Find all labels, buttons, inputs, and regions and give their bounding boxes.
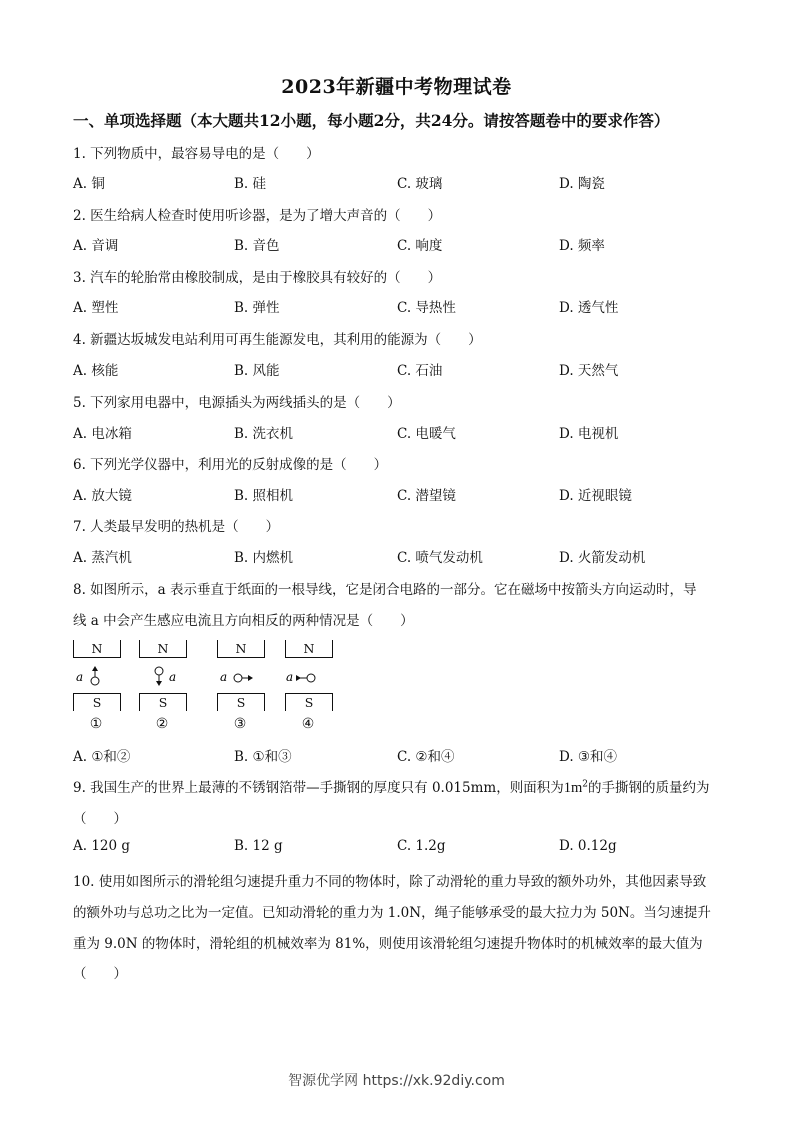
option-d: D. 透气性 — [559, 300, 619, 316]
option-c: C. 石油 — [397, 363, 443, 379]
option-c: C. 导热性 — [397, 300, 456, 316]
option-c: C. 玻璃 — [397, 176, 443, 192]
option-a: A. 120 g — [73, 838, 131, 854]
option-a: A. 核能 — [73, 363, 119, 379]
magnet-south-pole: S — [285, 693, 333, 711]
option-b: B. 内燃机 — [234, 550, 294, 566]
magnet-north-pole: N — [285, 640, 333, 658]
option-c: C. ②和④ — [397, 749, 455, 765]
question-7-options — [73, 546, 733, 566]
figure-label-4: ④ — [301, 716, 315, 732]
question-5-stem: 5. 下列家用电器中，电源插头为两线插头的是（ ） — [73, 395, 401, 411]
question-8-stem-line2: 线 a 中会产生感应电流且方向相反的两种情况是（ ） — [73, 613, 414, 629]
question-8-options — [73, 745, 733, 765]
question-4-options — [73, 359, 733, 379]
option-a: A. 蒸汽机 — [73, 550, 132, 566]
option-a: A. 塑性 — [73, 300, 119, 316]
figure-label-2: ② — [155, 716, 169, 732]
question-3-stem: 3. 汽车的轮胎常由橡胶制成，是由于橡胶具有较好的（ ） — [73, 270, 442, 286]
wire-up-arrow — [73, 666, 119, 688]
question-9-stem-line1: 9. 我国生产的世界上最薄的不锈钢箔带—手撕钢的厚度只有 0.015mm，则面积为$1m^2$的手撕钢的质量约为 — [73, 779, 710, 796]
wire-right-arrow — [217, 666, 263, 688]
option-c: C. 1.2g — [397, 838, 446, 854]
option-d: D. 天然气 — [559, 363, 619, 379]
magnetic-field-figure — [73, 636, 343, 736]
question-6-stem: 6. 下列光学仪器中，利用光的反射成像的是（ ） — [73, 457, 388, 473]
question-4-stem: 4. 新疆达坂城发电站利用可再生能源发电，其利用的能源为（ ） — [73, 332, 482, 348]
question-10-stem-line3: 重为 9.0N 的物体时，滑轮组的机械效率为 81%，则使用该滑轮组匀速提升物体时的机械效率的最大值为 — [73, 936, 703, 952]
question-5-options — [73, 422, 733, 442]
option-d: D. 火箭发动机 — [559, 550, 646, 566]
option-c: C. 潜望镜 — [397, 488, 456, 504]
option-d: D. 近视眼镜 — [559, 488, 632, 504]
question-7-stem: 7. 人类最早发明的热机是（ ） — [73, 519, 280, 535]
option-c: C. 电暖气 — [397, 426, 456, 442]
wire-label: a — [220, 670, 228, 684]
question-8-stem-line1: 8. 如图所示，a 表示垂直于纸面的一根导线，它是闭合电路的一部分。它在磁场中按箭头方向运动时，导 — [73, 582, 697, 598]
question-10-stem-line2: 的额外功与总功之比为一定值。已知动滑轮的重力为 1.0N，绳子能够承受的最大拉力为 50N。当匀速提升 — [73, 905, 711, 921]
option-b: B. 照相机 — [234, 488, 294, 504]
question-2-stem: 2. 医生给病人检查时使用听诊器，是为了增大声音的（ ） — [73, 208, 442, 224]
option-c: C. 响度 — [397, 238, 443, 254]
option-a: A. 铜 — [73, 176, 105, 192]
option-d: D. 陶瓷 — [559, 176, 605, 192]
magnet-north-pole: N — [73, 640, 121, 658]
option-d: D. 电视机 — [559, 426, 619, 442]
option-d: D. ③和④ — [559, 749, 618, 765]
page-title: 2023年新疆中考物理试卷 — [281, 76, 512, 98]
wire-label: a — [169, 670, 177, 684]
footer-watermark: 智源优学网 https://xk.92diy.com — [288, 1073, 505, 1089]
option-b: B. ①和③ — [234, 749, 292, 765]
question-10-stem-line1: 10. 使用如图所示的滑轮组匀速提升重力不同的物体时，除了动滑轮的重力导致的额外功外，其他因素导致 — [73, 874, 707, 890]
question-9-stem-line2: （ ） — [73, 811, 127, 827]
figure-label-1: ① — [89, 716, 103, 732]
magnet-south-pole: S — [217, 693, 265, 711]
option-a: A. 放大镜 — [73, 488, 132, 504]
option-c: C. 喷气发动机 — [397, 550, 483, 566]
question-2-options — [73, 234, 733, 254]
option-a: A. 音调 — [73, 238, 119, 254]
question-6-options — [73, 484, 733, 504]
option-b: B. 弹性 — [234, 300, 280, 316]
option-b: B. 硅 — [234, 176, 267, 192]
option-a: A. 电冰箱 — [73, 426, 132, 442]
option-d: D. 0.12g — [559, 838, 617, 854]
question-1-stem: 1. 下列物质中，最容易导电的是（ ） — [73, 146, 320, 162]
option-d: D. 频率 — [559, 238, 605, 254]
option-b: B. 音色 — [234, 238, 280, 254]
option-b: B. 12 g — [234, 838, 283, 854]
option-a: A. ①和② — [73, 749, 131, 765]
question-1-options — [73, 172, 733, 192]
magnet-south-pole: S — [73, 693, 121, 711]
wire-label: a — [286, 670, 294, 684]
question-3-options — [73, 296, 733, 316]
figure-label-3: ③ — [233, 716, 247, 732]
question-10-stem-line4: （ ） — [73, 966, 127, 982]
option-b: B. 洗衣机 — [234, 426, 294, 442]
option-b: B. 风能 — [234, 363, 280, 379]
wire-down-arrow — [139, 666, 185, 688]
section-heading: 一、单项选择题（本大题共12小题，每小题2分，共24分。请按答题卷中的要求作答） — [73, 111, 670, 130]
magnet-north-pole: N — [217, 640, 265, 658]
magnet-north-pole: N — [139, 640, 187, 658]
question-9-options — [73, 838, 733, 858]
wire-label: a — [76, 670, 84, 684]
wire-left-arrow — [285, 666, 331, 688]
magnet-south-pole: S — [139, 693, 187, 711]
